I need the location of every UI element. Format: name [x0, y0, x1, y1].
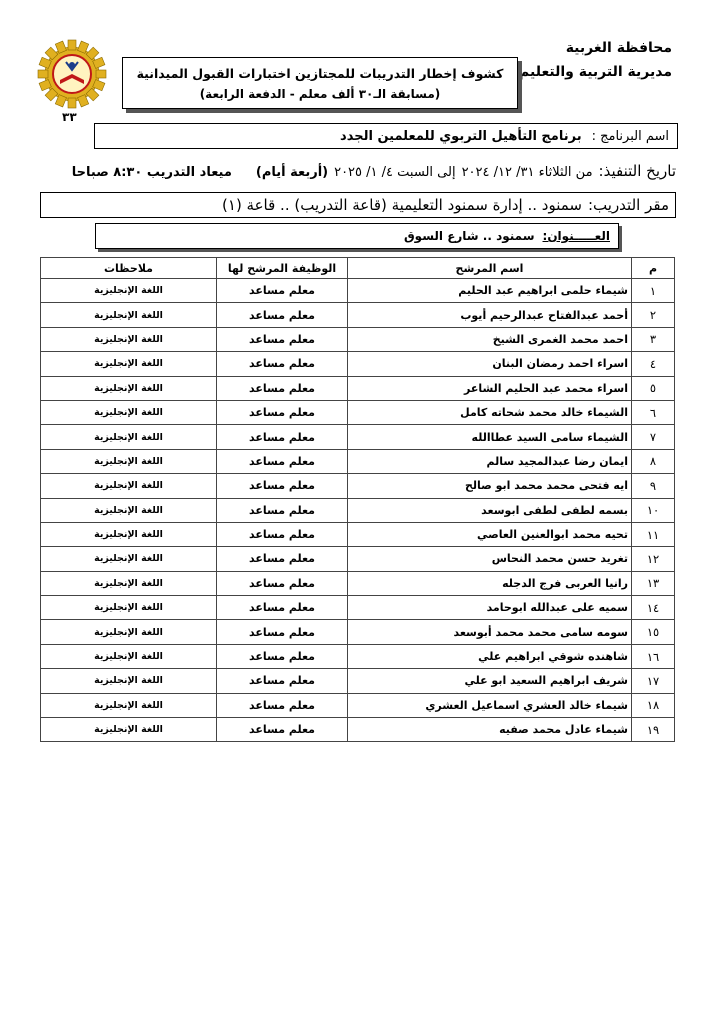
table-row: [41, 425, 675, 449]
candidate-job: معلم مساعد: [217, 522, 348, 546]
candidate-notes: اللغة الإنجليزية: [41, 547, 217, 571]
candidate-job: معلم مساعد: [217, 449, 348, 473]
candidate-job: معلم مساعد: [217, 279, 348, 303]
candidate-job: معلم مساعد: [217, 693, 348, 717]
table-row: [41, 596, 675, 620]
candidate-name: ايمان رضا عبدالمجيد سالم: [348, 449, 632, 473]
table-row: [41, 620, 675, 644]
table-row: [41, 474, 675, 498]
table-row: [41, 693, 675, 717]
candidate-notes: اللغة الإنجليزية: [41, 620, 217, 644]
candidate-job: معلم مساعد: [217, 718, 348, 742]
row-number: ١٧: [632, 669, 675, 693]
candidate-name: تحيه محمد ابوالعنين العاصي: [348, 522, 632, 546]
table-row: [41, 303, 675, 327]
candidate-name: الشيماء سامى السيد عطاالله: [348, 425, 632, 449]
venue-box: [40, 192, 676, 218]
row-number: ١٩: [632, 718, 675, 742]
venue-label: مقر التدريب:: [587, 196, 669, 214]
program-label: اسم البرنامج :: [591, 128, 669, 144]
address-value: سمنود .. شارع السوق: [403, 229, 535, 243]
candidate-name: أحمد عبدالفتاح عبدالرحيم أيوب: [348, 303, 632, 327]
candidate-notes: اللغة الإنجليزية: [41, 425, 217, 449]
candidate-name: سومه سامى محمد محمد أبوسعد: [348, 620, 632, 644]
candidate-name: شيماء عادل محمد صفيه: [348, 718, 632, 742]
candidate-job: معلم مساعد: [217, 352, 348, 376]
row-number: ٥: [632, 376, 675, 400]
row-number: ١٠: [632, 498, 675, 522]
candidate-notes: اللغة الإنجليزية: [41, 498, 217, 522]
candidate-notes: اللغة الإنجليزية: [41, 596, 217, 620]
row-number: ١٥: [632, 620, 675, 644]
program-name: برنامج التأهيل التربوي للمعلمين الجدد: [340, 128, 582, 144]
candidate-name: رانيا العربى فرج الدجله: [348, 571, 632, 595]
execution-label: تاريخ التنفيذ:: [598, 162, 676, 180]
table-row: [41, 449, 675, 473]
document-title: كشوف إخطار التدريبات للمجتازين اختبارات القبول الميدانية: [136, 66, 504, 81]
candidate-name: سميه على عبدالله ابوحامد: [348, 596, 632, 620]
header-notes: ملاحظات: [41, 258, 217, 279]
row-number: ٣: [632, 327, 675, 351]
table-row: [41, 498, 675, 522]
candidate-job: معلم مساعد: [217, 620, 348, 644]
candidate-job: معلم مساعد: [217, 425, 348, 449]
candidate-notes: اللغة الإنجليزية: [41, 303, 217, 327]
candidate-notes: اللغة الإنجليزية: [41, 644, 217, 668]
table-row: [41, 718, 675, 742]
candidate-job: معلم مساعد: [217, 400, 348, 424]
row-number: ١٤: [632, 596, 675, 620]
table-header-row: [41, 258, 675, 279]
document-title-box: [122, 57, 518, 109]
row-number: ١٦: [632, 644, 675, 668]
row-number: ١٢: [632, 547, 675, 571]
candidate-job: معلم مساعد: [217, 596, 348, 620]
row-number: ٨: [632, 449, 675, 473]
table-row: [41, 376, 675, 400]
table-row: [41, 644, 675, 668]
table-row: [41, 571, 675, 595]
candidate-notes: اللغة الإنجليزية: [41, 522, 217, 546]
candidate-name: ايه فتحى محمد محمد ابو صالح: [348, 474, 632, 498]
header-num: م: [632, 258, 675, 279]
page-number: ٣٣: [62, 110, 77, 124]
candidate-job: معلم مساعد: [217, 547, 348, 571]
row-number: ١١: [632, 522, 675, 546]
table-row: [41, 352, 675, 376]
candidate-job: معلم مساعد: [217, 474, 348, 498]
execution-duration: (أربعة أيام): [255, 165, 329, 180]
candidate-name: شريف ابراهيم السعيد ابو علي: [348, 669, 632, 693]
address-label: العـــــنوان:: [542, 229, 610, 243]
candidate-name: تغريد حسن محمد النحاس: [348, 547, 632, 571]
row-number: ٧: [632, 425, 675, 449]
program-box: [94, 123, 678, 149]
candidate-notes: اللغة الإنجليزية: [41, 352, 217, 376]
candidate-notes: اللغة الإنجليزية: [41, 718, 217, 742]
directorate-title: مديرية التربية والتعليم: [519, 64, 672, 80]
candidate-notes: اللغة الإنجليزية: [41, 279, 217, 303]
row-number: ٢: [632, 303, 675, 327]
row-number: ١٨: [632, 693, 675, 717]
table-row: [41, 279, 675, 303]
document-subtitle: (مسابقة الـ٣٠ ألف معلم - الدفعة الرابعة): [199, 87, 441, 101]
candidate-notes: اللغة الإنجليزية: [41, 693, 217, 717]
candidate-notes: اللغة الإنجليزية: [41, 449, 217, 473]
candidate-name: شيماء حلمى ابراهيم عبد الحليم: [348, 279, 632, 303]
table-row: [41, 400, 675, 424]
candidate-job: معلم مساعد: [217, 327, 348, 351]
row-number: ٩: [632, 474, 675, 498]
governorate-title: محافظة الغربية: [565, 40, 672, 56]
table-row: [41, 547, 675, 571]
execution-from: من الثلاثاء ٣١/ ١٢/ ٢٠٢٤: [461, 165, 593, 180]
candidate-job: معلم مساعد: [217, 571, 348, 595]
table-row: [41, 327, 675, 351]
candidate-name: شيماء خالد العشري اسماعيل العشري: [348, 693, 632, 717]
training-time: ميعاد التدريب ٨:٣٠ صباحا: [71, 165, 232, 180]
candidate-notes: اللغة الإنجليزية: [41, 474, 217, 498]
candidate-notes: اللغة الإنجليزية: [41, 376, 217, 400]
candidate-job: معلم مساعد: [217, 644, 348, 668]
header-name: اسم المرشح: [348, 258, 632, 279]
candidate-notes: اللغة الإنجليزية: [41, 571, 217, 595]
emblem-logo-icon: [36, 38, 108, 110]
candidate-notes: اللغة الإنجليزية: [41, 327, 217, 351]
row-number: ٦: [632, 400, 675, 424]
candidate-job: معلم مساعد: [217, 498, 348, 522]
row-number: ١: [632, 279, 675, 303]
candidate-name: بسمه لطفى لطفى ابوسعد: [348, 498, 632, 522]
address-box: [95, 223, 619, 249]
candidate-job: معلم مساعد: [217, 376, 348, 400]
header-job: الوظيفة المرشح لها: [217, 258, 348, 279]
candidates-table: [40, 257, 675, 742]
candidate-job: معلم مساعد: [217, 303, 348, 327]
candidate-name: اسراء احمد رمضان البنان: [348, 352, 632, 376]
candidate-job: معلم مساعد: [217, 669, 348, 693]
row-number: ٤: [632, 352, 675, 376]
candidate-notes: اللغة الإنجليزية: [41, 669, 217, 693]
venue-value: سمنود .. إدارة سمنود التعليمية (قاعة التدريب) .. قاعة (١): [222, 196, 582, 214]
candidate-name: احمد محمد الغمرى الشيخ: [348, 327, 632, 351]
table-row: [41, 669, 675, 693]
candidate-name: شاهنده شوقي ابراهيم علي: [348, 644, 632, 668]
candidate-name: اسراء محمد عبد الحليم الشاعر: [348, 376, 632, 400]
execution-dates: [72, 162, 676, 180]
candidate-notes: اللغة الإنجليزية: [41, 400, 217, 424]
table-row: [41, 522, 675, 546]
row-number: ١٣: [632, 571, 675, 595]
execution-to: إلى السبت ٤/ ١/ ٢٠٢٥: [334, 165, 456, 180]
candidate-name: الشيماء خالد محمد شحاته كامل: [348, 400, 632, 424]
